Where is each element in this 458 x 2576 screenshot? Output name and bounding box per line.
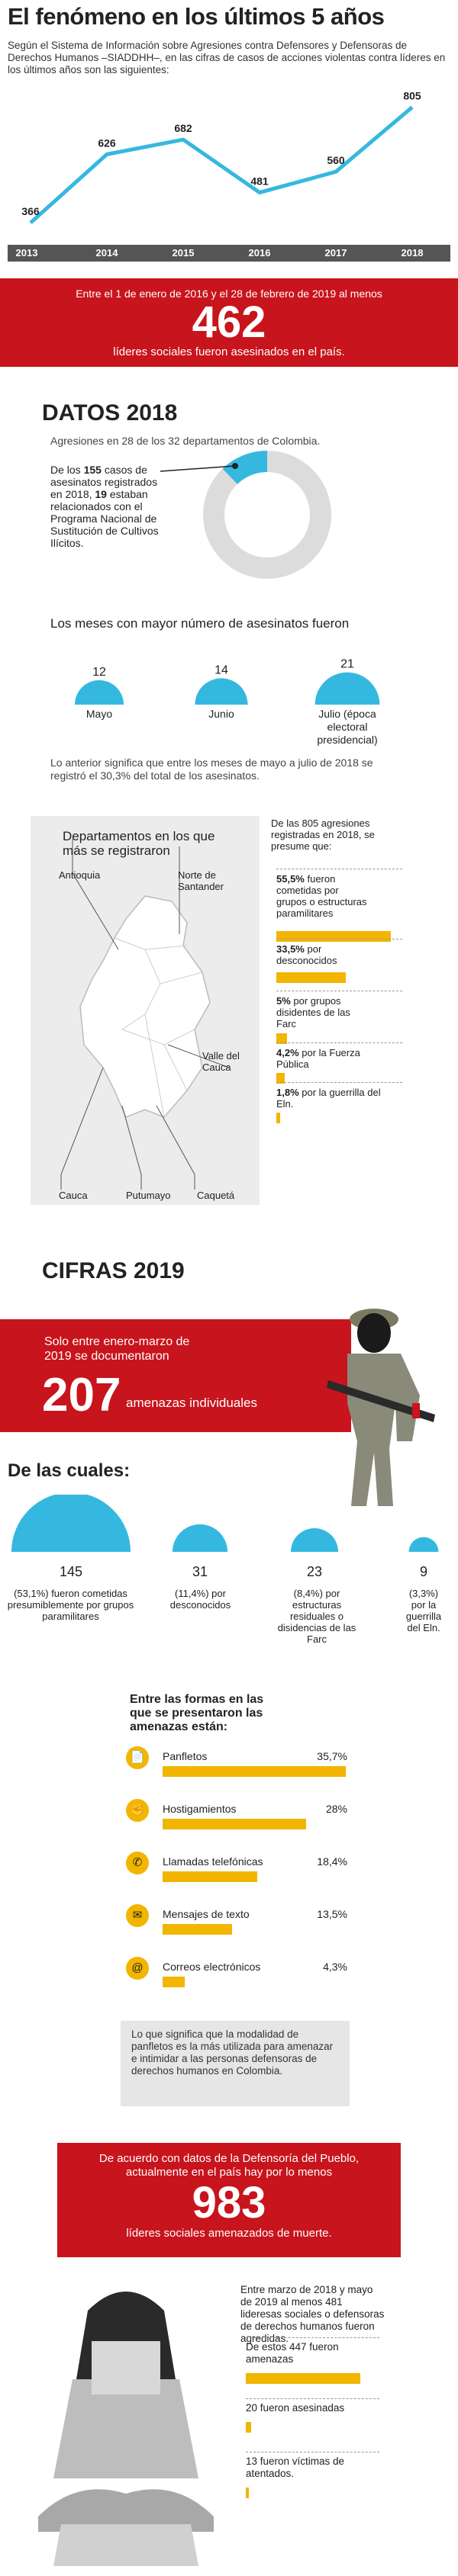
group-text: (8,4%) por estructuras residuales o disidencias de las Farc <box>277 1588 356 1645</box>
data-label: 805 <box>403 89 421 102</box>
defensoria-line-1: De acuerdo con datos de la Defensoría del Pueblo, actualmente en el país hay por lo menos <box>98 2152 360 2179</box>
forma-item <box>126 1957 347 2009</box>
group-semicircle <box>409 1537 439 1552</box>
donut-leader-dot <box>232 463 238 469</box>
defensoria-line-2: líderes sociales amenazados de muerte. <box>126 2227 332 2240</box>
donut-chart <box>137 450 336 595</box>
formas-list <box>126 1746 347 2009</box>
forma-item <box>126 1904 347 1957</box>
intro-text: Según el Sistema de Información sobre Agresiones contra Defensores y Defensoras de Derechos Humanos –SIADDHH–, en las cifras de casos de acciones violentas contra líderes en los últimos años son las siguientes: <box>8 40 446 75</box>
forma-label: Llamadas telefónicas <box>163 1855 263 1868</box>
forma-bar <box>163 1871 257 1882</box>
leader-antioquia <box>73 839 118 949</box>
agresion-bar <box>276 931 391 942</box>
lideresa-text: 20 fueron asesinadas <box>246 2402 345 2414</box>
message-icon: ✉ <box>126 1904 149 1927</box>
donut-total: 155 <box>83 464 102 476</box>
month-semicircle <box>315 673 380 705</box>
harassment-icon: ✊ <box>126 1799 149 1822</box>
donut-part: 19 <box>95 488 107 500</box>
forma-bar <box>163 1977 185 1987</box>
amenazas-line-2: amenazas individuales <box>126 1396 257 1410</box>
agresion-item: 5% por grupos disidentes de las Farc <box>276 995 406 1047</box>
month-label-julio: Julio (época electoral presidencial) <box>317 708 378 746</box>
lideresa-text: De estos 447 fueron amenazas <box>246 2341 339 2365</box>
x-tick-label: 2018 <box>401 247 424 259</box>
banner-line-2: líderes sociales fueron asesinados en el país. <box>113 345 345 358</box>
lideresa-item <box>246 2341 383 2402</box>
lideresa-item <box>246 2456 383 2509</box>
banner-line-1: Entre el 1 de enero de 2016 y el 28 de febrero de 2019 al menos <box>76 287 382 300</box>
x-tick-label: 2017 <box>324 247 347 259</box>
soldier-illustration <box>305 1289 450 1510</box>
forma-pct: 13,5% <box>317 1908 347 1920</box>
leader-putumayo <box>122 1106 141 1190</box>
banner-asesinados <box>0 278 458 367</box>
data-label: 366 <box>21 205 40 218</box>
months-chart <box>38 641 405 709</box>
amenazas-number: 207 <box>42 1369 121 1421</box>
group-value: 145 <box>59 1564 83 1579</box>
forma-label: Panfletos <box>163 1750 208 1762</box>
group-text: (53,1%) fueron cometidas presumiblemente por grupos paramilitares <box>7 1588 134 1622</box>
forma-bar <box>163 1819 306 1829</box>
woman-illustration <box>31 2265 221 2570</box>
data-label: 626 <box>98 137 116 149</box>
month-label-junio: Junio <box>208 708 234 720</box>
group-value: 9 <box>419 1564 428 1579</box>
map-title: Departamentos en los que más se registraron <box>63 829 215 858</box>
map-label-caqueta: Caquetá <box>197 1190 235 1201</box>
lideresa-bar <box>246 2373 360 2384</box>
month-value: 12 <box>92 666 106 679</box>
group-text: (11,4%) por desconocidos <box>169 1588 231 1611</box>
forma-label: Hostigamientos <box>163 1803 237 1815</box>
agresion-bar <box>276 972 346 983</box>
agresiones-list <box>276 873 406 1126</box>
month-value: 21 <box>340 657 354 671</box>
group-semicircle <box>291 1528 338 1552</box>
group-text: (3,3%) por la guerrilla del Eln. <box>405 1588 442 1633</box>
datos-2018-subtitle: Agresiones en 28 de los 32 departamentos de Colombia. <box>50 435 321 447</box>
forma-item <box>126 1746 347 1799</box>
months-title: Los meses con mayor número de asesinatos fueron <box>50 616 350 631</box>
donut-text: De los 155 casos de asesinatos registrados en 2018, 19 estaban relacionados con el Programa Nacional de Sustitución de Cultivos Ilícitos. <box>50 464 159 549</box>
agresiones-title: De las 805 agresiones registradas en 2018, se presume que: <box>271 817 375 852</box>
page-title: El fenómeno en los últimos 5 años <box>8 3 385 30</box>
month-semicircle <box>195 678 247 705</box>
agresion-item: 4,2% por la Fuerza Pública <box>276 1047 406 1087</box>
map-label-valle: Valle del Cauca <box>202 1050 240 1073</box>
datos-2018-title: DATOS 2018 <box>42 400 178 426</box>
map-shape <box>80 896 210 1117</box>
leader-cauca <box>61 1068 103 1190</box>
de-las-cuales: De las cuales: <box>8 1460 131 1481</box>
email-icon: @ <box>126 1957 149 1980</box>
map-label-antioquia: Antioquia <box>59 869 101 881</box>
forma-label: Mensajes de texto <box>163 1908 250 1920</box>
banner-number: 462 <box>192 297 266 347</box>
forma-item <box>126 1852 347 1904</box>
pamphlet-icon: 📄 <box>126 1746 149 1769</box>
forma-pct: 18,4% <box>317 1855 347 1868</box>
lideresa-item <box>246 2402 383 2456</box>
cifras-2019-title: CIFRAS 2019 <box>42 1258 185 1283</box>
data-label: 682 <box>174 122 192 135</box>
forma-bar <box>163 1924 232 1935</box>
months-note: Lo anterior significa que entre los meses de mayo a julio de 2018 se registró el 30,3% del total de los asesinatos. <box>50 756 373 782</box>
agresion-item: 1,8% por la guerrilla del Eln. <box>276 1087 406 1126</box>
x-tick-label: 2015 <box>172 247 195 259</box>
x-tick-label: 2014 <box>95 247 118 259</box>
lideresa-bar <box>246 2488 249 2498</box>
banner-amenazas <box>0 1319 351 1432</box>
defensoria-number: 983 <box>192 2178 266 2228</box>
formas-title: Entre las formas en las que se presentaron las amenazas están: <box>130 1693 264 1733</box>
data-label: 481 <box>250 175 269 188</box>
month-label-mayo: Mayo <box>85 708 113 720</box>
month-semicircle <box>75 680 124 705</box>
map-label-norte-santander: Norte de Santander <box>178 869 224 892</box>
forma-bar <box>163 1766 346 1777</box>
forma-pct: 35,7% <box>317 1750 347 1762</box>
lideresa-text: 13 fueron víctimas de atentados. <box>246 2456 345 2479</box>
group-semicircle <box>11 1495 131 1552</box>
lideresas-intro: Entre marzo de 2018 y mayo de 2019 al menos 481 lideresas sociales o defensoras de derechos humanos fueron agredidas. <box>240 2284 385 2344</box>
formas-note: Lo que significa que la modalidad de panfletos es la más utilizada para amenazar e intimidar a las personas defensoras de derechos humanos en Colombia. <box>131 2028 334 2077</box>
formas-note-box <box>121 2021 350 2106</box>
agresion-bar <box>276 1113 280 1123</box>
map-label-cauca: Cauca <box>59 1190 88 1201</box>
month-value: 14 <box>214 663 228 677</box>
forma-label: Correos electrónicos <box>163 1961 261 1973</box>
x-tick-label: 2013 <box>15 247 38 259</box>
leader-caqueta <box>156 1106 195 1190</box>
lideresas-list <box>246 2341 383 2509</box>
groups-chart <box>0 1495 458 1586</box>
banner-defensoria <box>57 2143 401 2257</box>
agresion-item: 33,5% por desconocidos <box>276 943 406 995</box>
forma-pct: 28% <box>325 1803 347 1815</box>
group-semicircle <box>173 1524 227 1552</box>
series-line <box>31 108 412 223</box>
donut-ring <box>214 461 321 568</box>
data-label: 560 <box>327 154 345 167</box>
lideresa-bar <box>246 2422 251 2433</box>
group-value: 31 <box>192 1564 208 1579</box>
phone-icon: ✆ <box>126 1852 149 1874</box>
forma-pct: 4,3% <box>323 1961 347 1973</box>
agresion-item: 55,5% fueron cometidas por grupos o estructuras paramilitares <box>276 873 406 943</box>
x-tick-label: 2016 <box>248 247 271 259</box>
line-chart <box>0 80 458 263</box>
map-label-putumayo: Putumayo <box>126 1190 171 1201</box>
group-value: 23 <box>306 1564 323 1579</box>
chart-axis-band <box>8 245 450 262</box>
forma-item <box>126 1799 347 1852</box>
amenazas-line-1: Solo entre enero-marzo de 2019 se documentaron <box>44 1335 190 1363</box>
